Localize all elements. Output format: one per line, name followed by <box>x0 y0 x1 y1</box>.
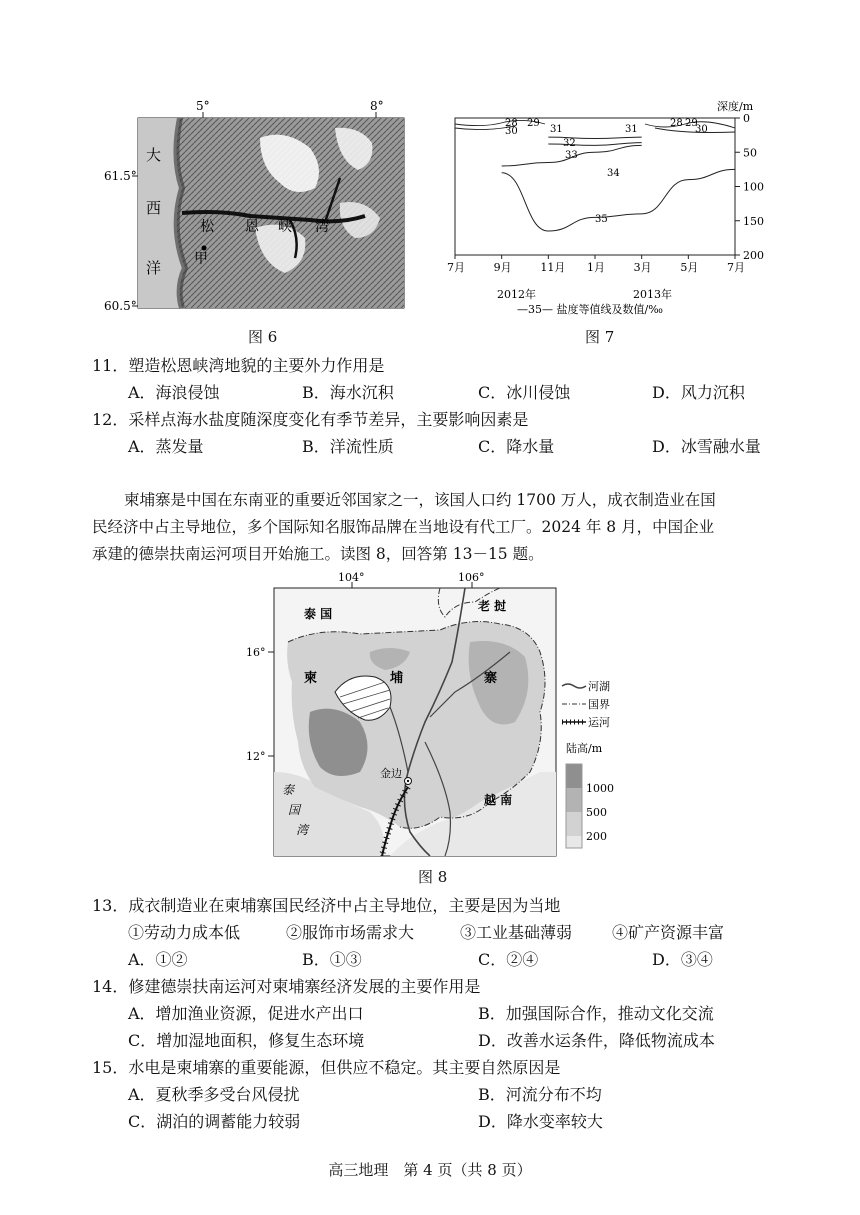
q15-option-a[interactable]: A．夏秋季多受台风侵扰 <box>128 1085 300 1104</box>
q12-option-a[interactable]: A．蒸发量 <box>128 437 204 456</box>
fig6-fjord-char-1: 松 <box>200 219 214 235</box>
q14-option-a[interactable]: A．增加渔业资源，促进水产出口 <box>128 1004 364 1023</box>
gulf-char-3: 湾 <box>296 823 309 837</box>
fig6-sea-char-3: 洋 <box>146 259 162 277</box>
fig7-xtick-label: 11月 <box>540 261 566 274</box>
q15-option-c[interactable]: C．湖泊的调蓄能力较弱 <box>128 1112 301 1131</box>
label-thailand: 泰 国 <box>304 607 333 621</box>
fig7-chart <box>445 98 780 323</box>
fig7-isoline-label: 28 <box>670 118 683 129</box>
q12-option-d[interactable]: D．冰雪融水量 <box>652 437 761 456</box>
city-label: 金边 <box>380 767 402 780</box>
fig7-depth-title: 深度/m <box>717 100 754 113</box>
fig7-xtick-label: 1月 <box>587 261 605 274</box>
fig7-isoline-label: 30 <box>505 126 518 137</box>
legend-swatch-low <box>566 812 582 836</box>
q14-option-b[interactable]: B．加强国际合作，推动文化交流 <box>478 1004 714 1023</box>
fig6-fjord-char-3: 峡 <box>278 219 292 235</box>
q14-option-d[interactable]: D．改善水运条件，降低物流成本 <box>478 1031 715 1050</box>
label-cambodia-2: 埔 <box>390 671 404 686</box>
fig6-fjord-char-4: 湾 <box>315 219 329 235</box>
fig7-isoline-label: 28 <box>505 118 518 129</box>
figure-7 <box>445 98 780 323</box>
fig7-isoline-label: 32 <box>563 138 576 149</box>
fig7-xtick-label: 7月 <box>447 261 465 274</box>
fig6-point-label: 甲 <box>194 251 208 267</box>
q15-stem: 15．水电是柬埔寨的重要能源，但供应不稳定。其主要自然原因是 <box>92 1058 561 1077</box>
fig6-caption: 图 6 <box>248 328 278 346</box>
label-cambodia-1: 柬 <box>304 671 318 686</box>
fig6-sea-char-2: 西 <box>146 199 162 217</box>
legend-border: 国界 <box>588 698 610 711</box>
fig8-caption: 图 8 <box>418 868 448 886</box>
fig6-lon-8: 8° <box>370 99 384 113</box>
fig7-isoline-label: 31 <box>625 124 638 135</box>
fig8-lon-106: 106° <box>458 571 485 584</box>
label-cambodia-3: 寨 <box>484 671 498 686</box>
fig6-point-jia <box>202 246 207 251</box>
label-vietnam: 越 南 <box>484 793 513 807</box>
fig6-lat-60.5: 60.5° <box>104 299 137 313</box>
fig7-xtick-label: 3月 <box>633 261 652 274</box>
fig7-legend: —35— 盐度等值线及数值/‰ <box>517 303 663 316</box>
fig7-ytick-label: 100 <box>743 180 764 194</box>
fig7-isoline-label: 35 <box>595 214 608 225</box>
q11-option-a[interactable]: A．海浪侵蚀 <box>128 383 220 402</box>
legend-elev-500: 500 <box>586 806 607 819</box>
legend-river: 河湖 <box>588 680 610 693</box>
legend-canal: 运河 <box>588 716 610 729</box>
fig8-map <box>240 572 640 860</box>
figure-8 <box>240 572 640 860</box>
q13-stem: 13．成衣制造业在柬埔寨国民经济中占主导地位，主要是因为当地 <box>92 896 561 915</box>
q13-option-c[interactable]: C．②④ <box>478 950 539 969</box>
q11-stem: 11．塑造松恩峡湾地貌的主要外力作用是 <box>92 356 385 375</box>
fig8-lon-104: 104° <box>338 571 365 584</box>
q13-option-a[interactable]: A．①② <box>128 950 188 969</box>
gulf-char-1: 泰 <box>282 783 295 797</box>
fig8-lat-16: 16° <box>246 646 266 659</box>
fig6-map <box>104 98 410 348</box>
fig7-isoline-label: 29 <box>685 118 698 129</box>
legend-swatch-high <box>566 764 582 788</box>
q11-option-b[interactable]: B．海水沉积 <box>302 383 394 402</box>
q15-option-b[interactable]: B．河流分布不均 <box>478 1085 602 1104</box>
fig7-ytick-label: 150 <box>743 214 764 228</box>
fig7-isoline-label: 29 <box>527 118 540 129</box>
q15-option-d[interactable]: D．降水变率较大 <box>478 1112 603 1131</box>
q13-item-2: ②服饰市场需求大 <box>286 923 415 942</box>
q13-option-b[interactable]: B．①③ <box>302 950 362 969</box>
q13-option-d[interactable]: D．③④ <box>652 950 713 969</box>
legend-swatch-lowest <box>566 836 582 848</box>
fig7-xtick-label: 7月 <box>727 261 745 274</box>
q12-stem: 12．采样点海水盐度随深度变化有季节差异，主要影响因素是 <box>92 410 529 429</box>
legend-elev-200: 200 <box>586 830 607 843</box>
fig7-caption: 图 7 <box>585 328 615 346</box>
legend-elev-1000: 1000 <box>586 782 614 795</box>
q13-item-1: ①劳动力成本低 <box>128 923 241 942</box>
label-laos: 老 挝 <box>478 599 507 613</box>
fig7-isoline-label: 30 <box>695 124 708 135</box>
q13-item-4: ④矿产资源丰富 <box>612 923 725 942</box>
fig7-xtick-label: 9月 <box>493 261 512 274</box>
q12-option-c[interactable]: C．降水量 <box>478 437 555 456</box>
gulf-char-2: 国 <box>288 803 301 817</box>
fig7-ytick-label: 50 <box>743 146 757 160</box>
figure-6 <box>104 98 410 348</box>
q11-option-c[interactable]: C．冰川侵蚀 <box>478 383 571 402</box>
fig7-xtick-label: 5月 <box>680 261 699 274</box>
fig7-ytick-label: 200 <box>743 249 764 262</box>
q14-stem: 14．修建德崇扶南运河对柬埔寨经济发展的主要作用是 <box>92 977 481 996</box>
fig6-fjord-char-2: 恩 <box>245 219 259 235</box>
fig7-year-2013: 2013年 <box>633 288 672 301</box>
fig7-isoline-label: 31 <box>550 124 563 135</box>
page-footer: 高三地理 第 4 页（共 8 页） <box>328 1161 532 1179</box>
fig7-ytick-label: 0 <box>743 112 750 125</box>
fig6-sea-char-1: 大 <box>146 146 162 164</box>
passage-line-3: 承建的德崇扶南运河项目开始施工。读图 8，回答第 13－15 题。 <box>92 545 544 563</box>
fig8-lat-12: 12° <box>246 750 266 763</box>
q12-option-b[interactable]: B．洋流性质 <box>302 437 394 456</box>
passage-line-1: 柬埔寨是中国在东南亚的重要近邻国家之一，该国人口约 1700 万人，成衣制造业在国 <box>124 491 716 509</box>
legend-swatch-mid <box>566 788 582 812</box>
q14-option-c[interactable]: C．增加湿地面积，修复生态环境 <box>128 1031 365 1050</box>
fig6-lat-61.5: 61.5° <box>104 169 137 183</box>
q11-option-d[interactable]: D．风力沉积 <box>652 383 745 402</box>
legend-elev-title: 陆高/m <box>566 742 603 755</box>
fig7-isoline-label: 33 <box>565 150 578 161</box>
fig7-isoline-label: 34 <box>607 168 620 179</box>
passage-line-2: 民经济中占主导地位，多个国际知名服饰品牌在当地设有代工厂。2024 年 8 月，中国企业 <box>92 518 715 536</box>
fig7-year-2012: 2012年 <box>497 288 536 301</box>
fig6-lon-5: 5° <box>196 99 210 113</box>
q13-item-3: ③工业基础薄弱 <box>460 923 573 942</box>
